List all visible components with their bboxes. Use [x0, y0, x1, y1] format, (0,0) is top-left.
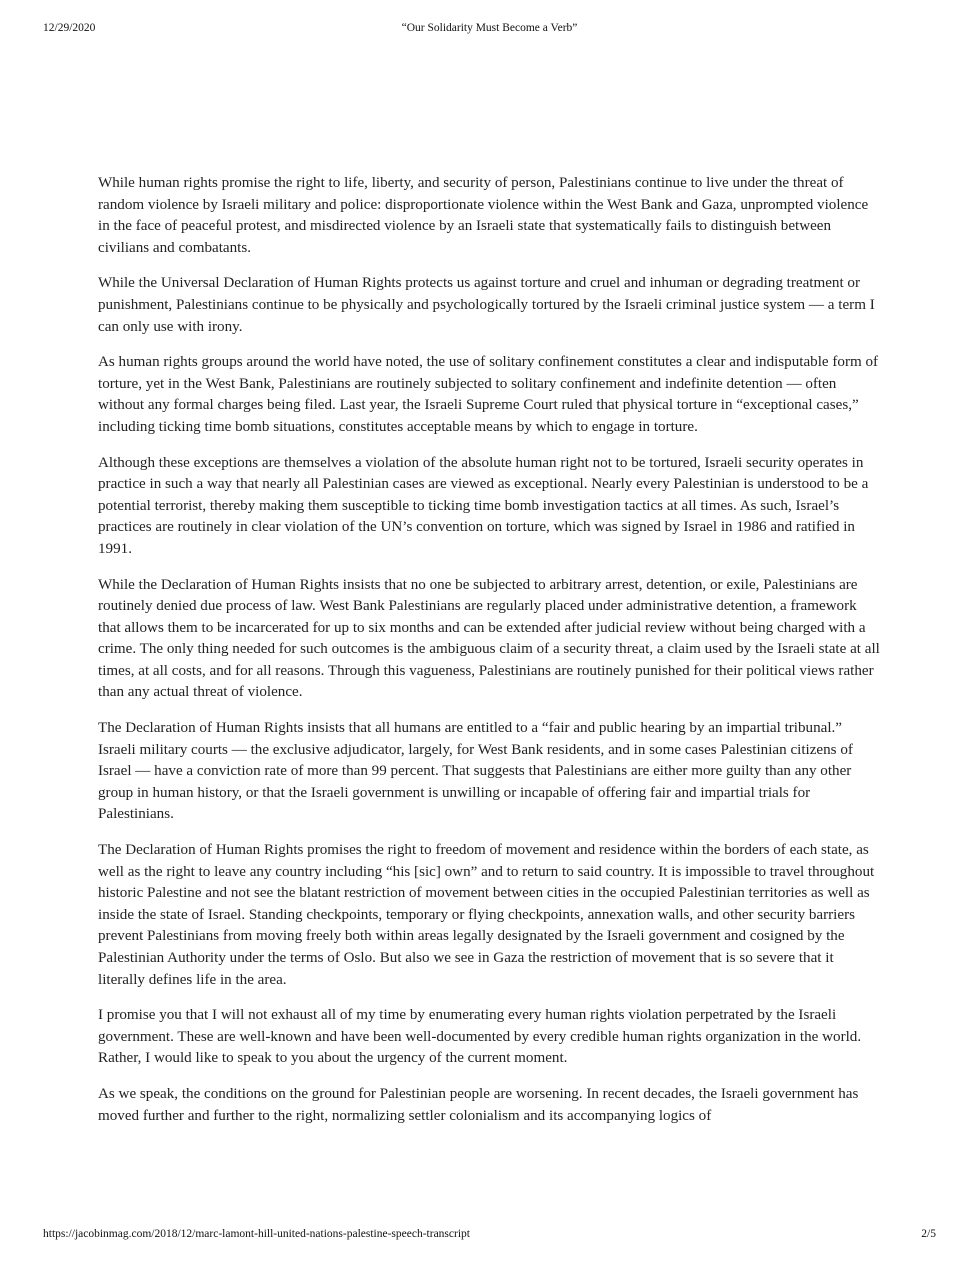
print-footer — [43, 1228, 936, 1246]
article-paragraph: The Declaration of Human Rights promises the right to freedom of movement and residence within the borders of each state, as well as the right to leave any country including “his [sic] own” and to return to said country. It is impossible to travel throughout historic Palestine and not see the blatant restriction of movement between cities in the occupied Palestinian territories as well as inside the state of Israel. Standing checkpoints, temporary or flying checkpoints, annexation walls, and other security barriers prevent Palestinians from moving freely both within areas legally designated by the Israeli government and cosigned by the Palestinian Authority under the terms of Oslo. But also we see in Gaza the restriction of movement that is so severe that it literally defines life in the area. — [98, 842, 875, 988]
article-paragraph: As human rights groups around the world have noted, the use of solitary confinement constitutes a clear and indisputable form of torture, yet in the West Bank, Palestinians are routinely subjected to solitary confinement and indefinite detention — often without any formal charges being filed. Last year, the Israeli Supreme Court ruled that physical torture in “exceptional cases,” including ticking time bomb situations, constitutes acceptable means by which to engage in torture. — [98, 354, 879, 435]
print-header — [43, 22, 936, 40]
article-paragraph: Although these exceptions are themselves a violation of the absolute human right not to be tortured, Israeli security operates in practice in such a way that nearly all Palestinian cases are viewed as exceptional. Nearly every Palestinian is understood to be a potential terrorist, thereby making them susceptible to ticking time bomb investigation tactics at all times. As such, Israel’s practices are routinely in clear violation of the UN’s convention on torture, which was signed by Israel in 1986 and ratified in 1991. — [98, 454, 869, 557]
article-paragraph: I promise you that I will not exhaust all of my time by enumerating every human rights violation perpetrated by the Israeli government. These are well-known and have been well-documented by every credible human rights organization in the world. Rather, I would like to speak to you about the urgency of the current moment. — [98, 1007, 862, 1067]
print-url: https://jacobinmag.com/2018/12/marc-lamont-hill-united-nations-palestine-speech-transcript — [43, 1228, 470, 1240]
page-number: 2/5 — [921, 1228, 936, 1240]
article-paragraph: The Declaration of Human Rights insists that all humans are entitled to a “fair and public hearing by an impartial tribunal.” Israeli military courts — the exclusive adjudicator, largely, for West Bank residents, and in some cases Palestinian citizens of Israel — have a conviction rate of more than 99 percent. That suggests that Palestinians are either more guilty than any other group in human history, or that the Israeli government is unwilling or incapable of offering fair and impartial trials for Palestinians. — [98, 720, 853, 823]
article-paragraph: As we speak, the conditions on the ground for Palestinian people are worsening. In recent decades, the Israeli government has moved further and further to the right, normalizing settler colonialism and its accompanying logics of — [98, 1085, 859, 1124]
article-paragraph: While the Declaration of Human Rights insists that no one be subjected to arbitrary arrest, detention, or exile, Palestinians are routinely denied due process of law. West Bank Palestinians are regularly placed under administrative detention, a framework that allows them to be incarcerated for up to six months and can be extended after judicial review without being charged with a crime. The only thing needed for such outcomes is the ambiguous claim of a security threat, a claim used by the Israeli state at all times, at all costs, and for all reasons. Through this vagueness, Palestinians are routinely punished for their political views rather than any actual threat of violence. — [98, 576, 880, 701]
article-paragraph: While the Universal Declaration of Human Rights protects us against torture and cruel and inhuman or degrading treatment or punishment, Palestinians continue to be physically and psychologically tortured by the Israeli criminal justice system — a term I can only use with irony. — [98, 275, 875, 335]
print-date: 12/29/2020 — [43, 22, 96, 34]
print-page-title: “Our Solidarity Must Become a Verb” — [401, 22, 578, 34]
article-paragraph: While human rights promise the right to life, liberty, and security of person, Palestinians continue to live under the threat of random violence by Israeli military and police: disproportionate violence within the West Bank and Gaza, unprompted violence in the face of peaceful protest, and misdirected violence by an Israeli state that systematically fails to distinguish between civilians and combatants. — [98, 175, 869, 256]
article-body — [98, 173, 881, 1141]
